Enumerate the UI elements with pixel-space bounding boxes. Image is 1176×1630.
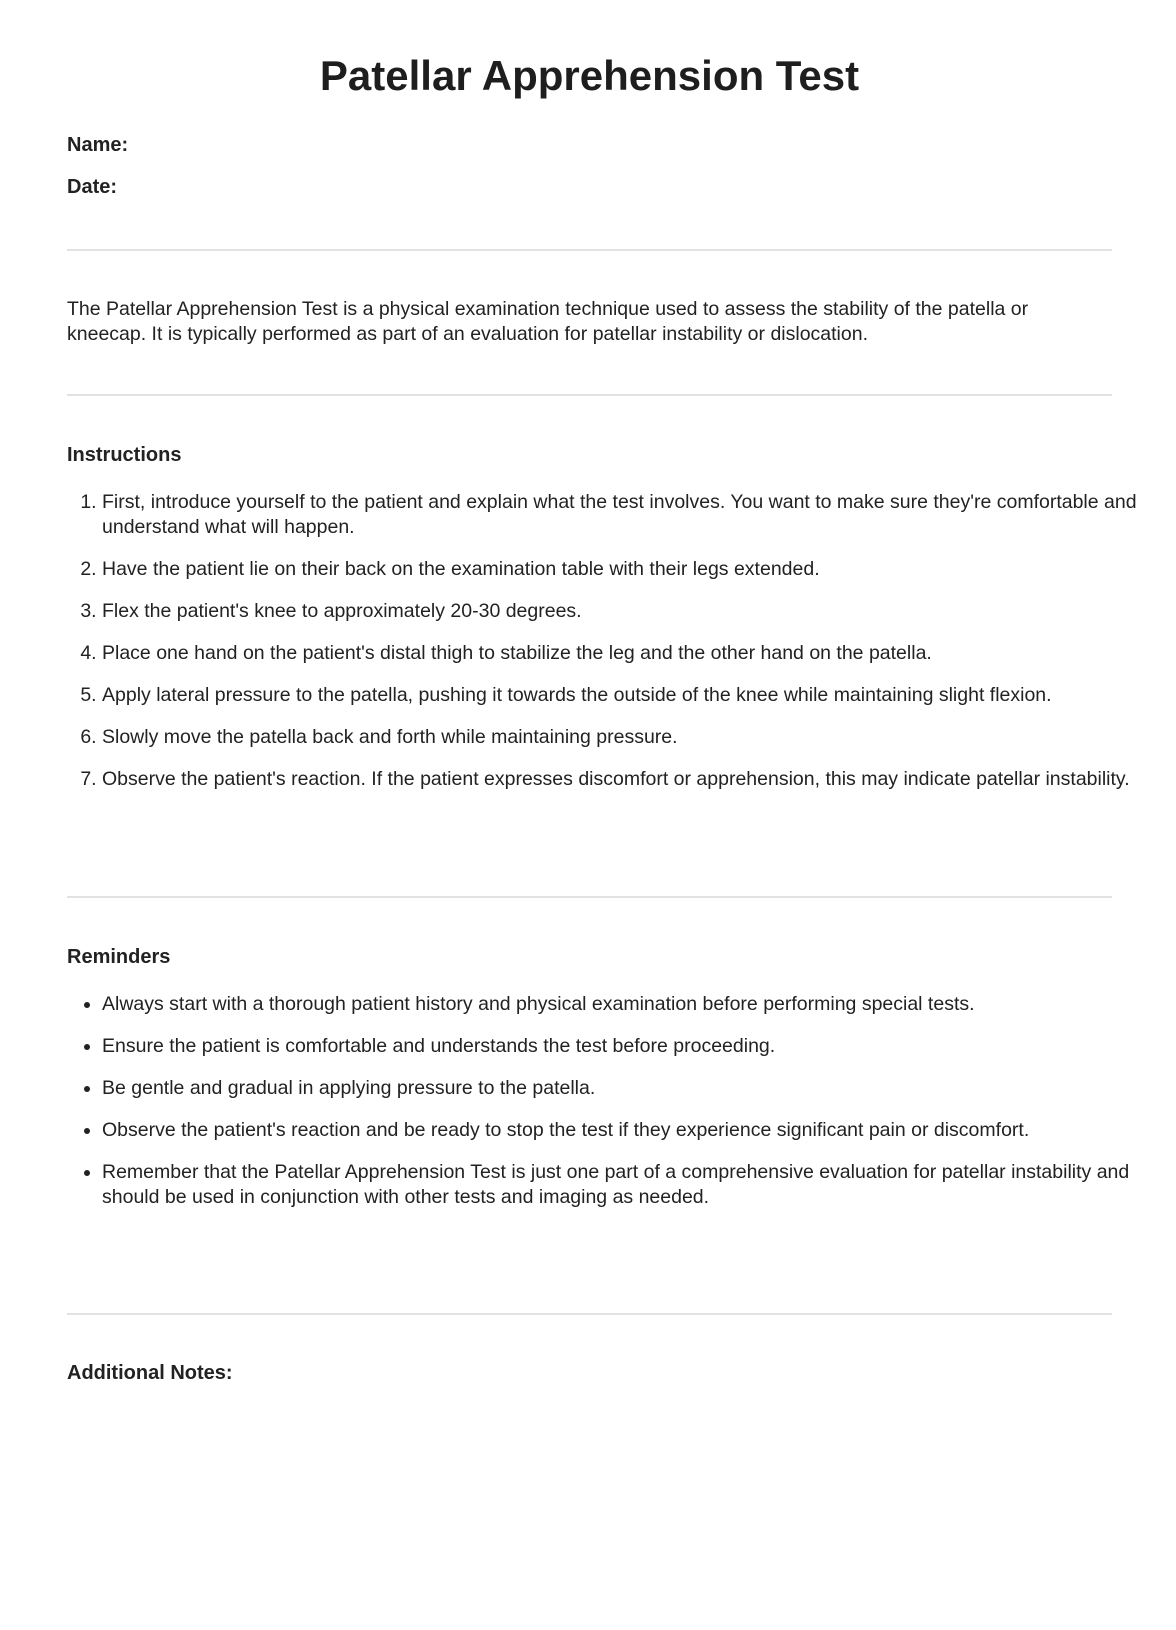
list-item: • Always start with a thorough patient history and physical examination before performing special tests. — [102, 992, 1147, 1017]
intro-paragraph: The Patellar Apprehension Test is a physical examination technique used to assess the stability of the patella or kneecap. It is typically performed as part of an evaluation for patellar instability or dislocation. — [67, 298, 1029, 345]
divider — [67, 896, 1112, 898]
list-item: 4. Place one hand on the patient's distal thigh to stabilize the leg and the other hand on the patella. — [102, 641, 1147, 666]
instructions-heading: Instructions — [67, 444, 182, 466]
reminders-heading: Reminders — [67, 946, 171, 968]
list-item: • Be gentle and gradual in applying pressure to the patella. — [102, 1076, 1147, 1101]
list-item: • Ensure the patient is comfortable and understands the test before proceeding. — [102, 1034, 1147, 1059]
divider — [67, 1313, 1112, 1315]
reminders-list — [67, 992, 1147, 1227]
list-item: • Remember that the Patellar Apprehension Test is just one part of a comprehensive evaluation for patellar instability and should be used in conjunction with other tests and imaging as needed. — [102, 1160, 1147, 1210]
divider — [67, 249, 1112, 251]
divider — [67, 394, 1112, 396]
list-item: 1. First, introduce yourself to the patient and explain what the test involves. You want to make sure they're comfortable and understand what will happen. — [102, 490, 1147, 540]
list-item: 6. Slowly move the patella back and forth while maintaining pressure. — [102, 725, 1147, 750]
name-label: Name: — [67, 134, 129, 156]
additional-notes-heading: Additional Notes: — [67, 1362, 233, 1384]
list-item: 3. Flex the patient's knee to approximately 20-30 degrees. — [102, 599, 1147, 624]
date-label: Date: — [67, 176, 118, 198]
list-item: 2. Have the patient lie on their back on the examination table with their legs extended. — [102, 557, 1147, 582]
list-item: • Observe the patient's reaction and be ready to stop the test if they experience significant pain or discomfort. — [102, 1118, 1147, 1143]
page-title: Patellar Apprehension Test — [319, 52, 860, 99]
list-item: 7. Observe the patient's reaction. If the patient expresses discomfort or apprehension, this may indicate patellar instability. — [102, 767, 1147, 792]
instructions-list — [67, 490, 1147, 809]
list-item: 5. Apply lateral pressure to the patella, pushing it towards the outside of the knee while maintaining slight flexion. — [102, 683, 1147, 708]
